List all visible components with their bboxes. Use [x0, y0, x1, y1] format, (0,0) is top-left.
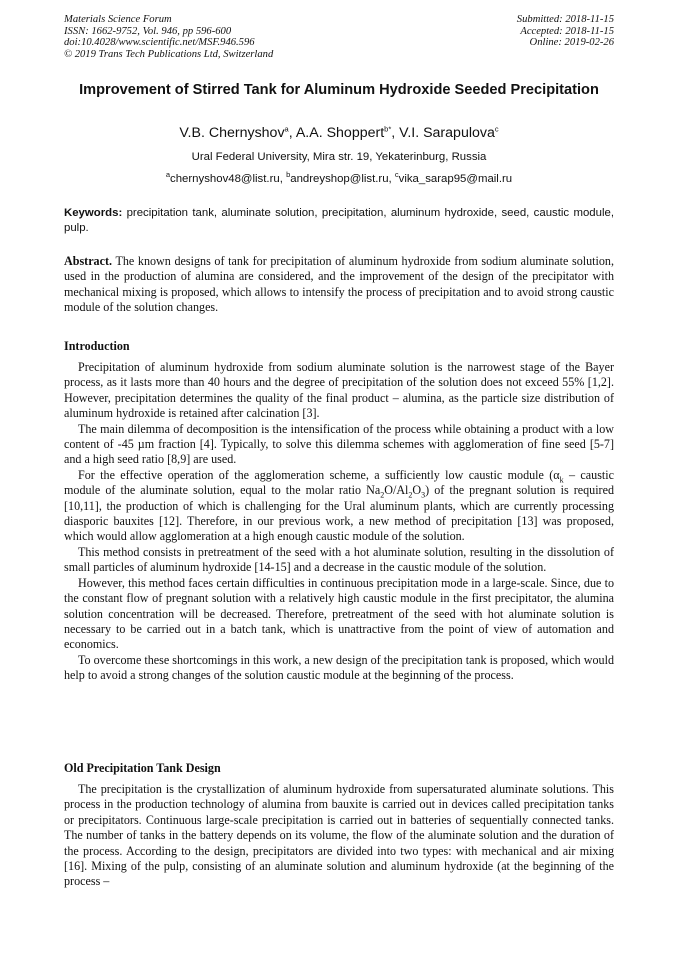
- paragraph: This method consists in pretreatment of the seed with a hot aluminate solution, resulting in the dissolution of small particles of aluminum hydroxide [14-15] and a decrease in the caustic module of the solution.: [64, 544, 614, 575]
- email-superscript: b: [286, 170, 291, 180]
- text-run: O: [412, 483, 422, 498]
- abstract-block: [64, 254, 614, 316]
- email-superscript: a: [165, 170, 171, 180]
- author-separator: ,: [391, 125, 400, 141]
- journal-doi[interactable]: doi:10.4028/www.scientific.net/MSF.946.596: [64, 37, 255, 49]
- paragraph: [64, 468, 614, 545]
- email-link[interactable]: vika_sarap95@mail.ru: [398, 173, 513, 185]
- email-link[interactable]: andreyshop@list.ru: [290, 173, 389, 185]
- section-heading-introduction: Introduction: [64, 339, 130, 353]
- affiliation: Ural Federal University, Mira str. 19, Yekaterinburg, Russia: [191, 151, 487, 163]
- text-run: ) of the pregnant solution is required [10,11], the production of which is challenging for the Ural aluminum plants, which are currently processing diasporic bauxites [12]. Therefore, in our previous work, a new method of precipitation [13] was proposed, which would allow agglomeration at a high enough caustic module of the solution.: [64, 483, 614, 544]
- dates-header: [517, 14, 614, 49]
- keywords-block: [64, 206, 614, 236]
- journal-name: Materials Science Forum: [64, 14, 172, 25]
- email-separator: ,: [279, 173, 287, 185]
- subscript: 2: [380, 490, 385, 500]
- paragraph: The main dilemma of decomposition is the intensification of the process while obtaining a product with a low content of -45 µm fraction [4]. Typically, to solve this dilemma schemes with agglomeration of fine seed [5-7] and a high seed ratio [8,9] are used.: [64, 421, 614, 467]
- abstract-label: Abstract.: [64, 254, 113, 268]
- author-separator: ,: [288, 125, 296, 141]
- author-name: V.I. Sarapulova: [399, 125, 495, 141]
- paper-title: Improvement of Stirred Tank for Aluminum Hydroxide Seeded Precipitation: [79, 82, 599, 98]
- abstract-text: The known designs of tank for precipitation of aluminum hydroxide from sodium aluminate solution, used in the production of alumina are considered, and the improvement of the design of the precipitator with mechanical mixing is proposed, which allows to intensify the process of precipitation and to avoid strong caustic module of the solution changes.: [64, 254, 614, 315]
- accepted-date: Accepted: 2018-11-15: [520, 25, 614, 37]
- email-separator: ,: [388, 173, 395, 185]
- author-superscript: a: [284, 124, 289, 134]
- subscript: k: [559, 475, 564, 485]
- subscript: 2: [408, 490, 413, 500]
- keywords-label: Keywords:: [64, 207, 123, 219]
- journal-issn: ISSN: 1662-9752, Vol. 946, pp 596-600: [64, 25, 232, 37]
- email-list: [64, 172, 614, 186]
- subscript: 3: [421, 490, 426, 500]
- text-run: For the effective operation of the agglomeration scheme, a sufficiently low caustic module (α: [78, 467, 560, 482]
- journal-header: [64, 14, 273, 60]
- author-superscript: c: [494, 124, 499, 134]
- author-list: [64, 125, 614, 142]
- submitted-date: Submitted: 2018-11-15: [516, 14, 614, 25]
- paragraph: To overcome these shortcomings in this work, a new design of the precipitation tank is proposed, which would help to avoid a strong changes of the solution caustic module at the beginning of the process.: [64, 652, 614, 683]
- old-design-body: [64, 782, 614, 890]
- introduction-body: [64, 360, 614, 684]
- email-superscript: c: [394, 170, 399, 180]
- author-superscript: b*: [384, 124, 392, 134]
- author-name: A.A. Shoppert: [295, 125, 385, 141]
- text-run: – caustic module of the aluminate solution, equal to the molar ratio Na: [64, 467, 614, 498]
- text-run: O/Al: [384, 483, 409, 498]
- keywords-text: precipitation tank, aluminate solution, precipitation, aluminum hydroxide, seed, caustic module, pulp.: [64, 207, 614, 234]
- journal-copyright: © 2019 Trans Tech Publications Ltd, Switzerland: [64, 48, 274, 60]
- author-name: V.B. Chernyshov: [179, 125, 285, 141]
- online-date: Online: 2019-02-26: [529, 37, 614, 49]
- paragraph: Precipitation of aluminum hydroxide from sodium aluminate solution is the narrowest stage of the Bayer process, as it lasts more than 40 hours and the degree of precipitation of the solution does not exceed 55% [1,2]. However, precipitation determines the quality of the final product – alumina, as the particle size distribution of aluminum hydroxide is retained after calcination [3].: [64, 360, 614, 421]
- paragraph: The precipitation is the crystallization of aluminum hydroxide from supersaturated aluminate solutions. This process in the production technology of alumina from bauxite is carried out in devices called precipitation tanks or precipitators. Continuous large-scale precipitation is carried out in batteries of sequentially connected tanks. The number of tanks in the battery depends on its volume, the flow of the aluminate solution and the duration of the process. According to the design, precipitators are divided into two types: with mechanical and air mixing [16]. Mixing of the pulp, consisting of an aluminate solution and aluminum hydroxide (at the beginning of the process –: [64, 782, 614, 889]
- section-heading-old-design: Old Precipitation Tank Design: [64, 761, 221, 775]
- email-link[interactable]: chernyshov48@list.ru: [170, 173, 280, 185]
- paragraph: However, this method faces certain difficulties in continuous precipitation mode in a large-scale. Since, due to the constant flow of pregnant solution with a relatively high caustic module in the first precipitator, the alumina solution concentration will be decreased. Therefore, pretreatment of the seed with hot aluminate solution is necessary to be carried out in a batch tank, which is unattractive from the point of view of automation and economics.: [64, 575, 614, 652]
